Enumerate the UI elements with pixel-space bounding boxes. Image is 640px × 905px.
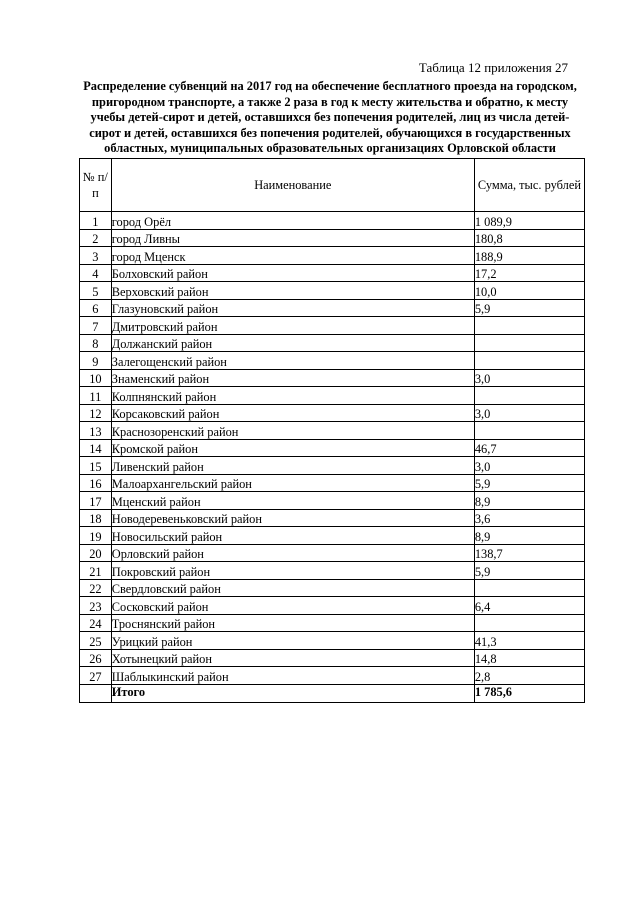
- row-name-cell: Хотынецкий район: [111, 649, 474, 667]
- table-row: [80, 597, 585, 615]
- table-row: [80, 492, 585, 510]
- row-name-cell: Краснозоренский район: [111, 422, 474, 440]
- row-name-cell: город Орёл: [111, 212, 474, 230]
- table-row: [80, 614, 585, 632]
- row-number-cell: 15: [80, 457, 112, 475]
- row-name-cell: Мценский район: [111, 492, 474, 510]
- table-row: [80, 247, 585, 265]
- row-sum-cell: 14,8: [474, 649, 584, 667]
- row-number-cell: 27: [80, 667, 112, 685]
- table-row: [80, 387, 585, 405]
- row-number-cell: 11: [80, 387, 112, 405]
- column-header-name: Наименование: [111, 159, 474, 212]
- table-row: [80, 352, 585, 370]
- table-header-row: [80, 159, 585, 212]
- row-sum-cell: 3,0: [474, 457, 584, 475]
- row-number-cell: 22: [80, 579, 112, 597]
- row-sum-cell: [474, 422, 584, 440]
- row-number-cell: 24: [80, 614, 112, 632]
- row-sum-cell: [474, 352, 584, 370]
- row-sum-cell: 5,9: [474, 562, 584, 580]
- row-sum-cell: 5,9: [474, 474, 584, 492]
- table-row: [80, 212, 585, 230]
- table-row: [80, 579, 585, 597]
- row-sum-cell: 1 089,9: [474, 212, 584, 230]
- row-sum-cell: 46,7: [474, 439, 584, 457]
- column-header-sum: Сумма, тыс. рублей: [474, 159, 584, 212]
- row-number-cell: 23: [80, 597, 112, 615]
- table-row: [80, 667, 585, 685]
- table-row: [80, 474, 585, 492]
- row-name-cell: Сосковский район: [111, 597, 474, 615]
- row-name-cell: Новодеревеньковский район: [111, 509, 474, 527]
- row-number-cell: 26: [80, 649, 112, 667]
- row-sum-cell: 3,0: [474, 404, 584, 422]
- table-row: [80, 457, 585, 475]
- row-number-cell: 20: [80, 544, 112, 562]
- row-name-cell: Дмитровский район: [111, 317, 474, 335]
- row-name-cell: Покровский район: [111, 562, 474, 580]
- row-name-cell: город Мценск: [111, 247, 474, 265]
- table-row: [80, 439, 585, 457]
- table-row: [80, 632, 585, 650]
- row-sum-cell: [474, 579, 584, 597]
- row-number-cell: 18: [80, 509, 112, 527]
- row-name-cell: Кромской район: [111, 439, 474, 457]
- row-name-cell: Залегощенский район: [111, 352, 474, 370]
- row-sum-cell: 6,4: [474, 597, 584, 615]
- table-row: [80, 317, 585, 335]
- row-name-cell: Должанский район: [111, 334, 474, 352]
- row-name-cell: Колпнянский район: [111, 387, 474, 405]
- row-number-cell: 19: [80, 527, 112, 545]
- table-row: [80, 527, 585, 545]
- row-sum-cell: [474, 614, 584, 632]
- table-reference: Таблица 12 приложения 27: [418, 60, 568, 75]
- subsidy-table: [79, 158, 585, 703]
- table-row: [80, 509, 585, 527]
- row-name-cell: город Ливны: [111, 229, 474, 247]
- row-number-cell: 8: [80, 334, 112, 352]
- row-name-cell: Глазуновский район: [111, 299, 474, 317]
- row-name-cell: Малоархангельский район: [111, 474, 474, 492]
- table-row: [80, 229, 585, 247]
- row-number-cell: 1: [80, 212, 112, 230]
- row-sum-cell: 5,9: [474, 299, 584, 317]
- total-label: Итого: [111, 684, 474, 702]
- row-sum-cell: [474, 334, 584, 352]
- row-number-cell: 7: [80, 317, 112, 335]
- row-number-cell: 21: [80, 562, 112, 580]
- row-number-cell: 2: [80, 229, 112, 247]
- row-name-cell: Верховский район: [111, 282, 474, 300]
- row-number-cell: 5: [80, 282, 112, 300]
- row-sum-cell: 180,8: [474, 229, 584, 247]
- row-number-cell: 9: [80, 352, 112, 370]
- row-name-cell: Болховский район: [111, 264, 474, 282]
- row-name-cell: Ливенский район: [111, 457, 474, 475]
- row-name-cell: Знаменский район: [111, 369, 474, 387]
- row-sum-cell: [474, 387, 584, 405]
- row-number-cell: 10: [80, 369, 112, 387]
- row-name-cell: Орловский район: [111, 544, 474, 562]
- row-number-cell: 12: [80, 404, 112, 422]
- table-row: [80, 264, 585, 282]
- table-row: [80, 562, 585, 580]
- row-sum-cell: 10,0: [474, 282, 584, 300]
- table-row: [80, 404, 585, 422]
- row-name-cell: Урицкий район: [111, 632, 474, 650]
- row-name-cell: Свердловский район: [111, 579, 474, 597]
- row-number-cell: 6: [80, 299, 112, 317]
- row-sum-cell: 3,6: [474, 509, 584, 527]
- row-sum-cell: 138,7: [474, 544, 584, 562]
- row-sum-cell: 188,9: [474, 247, 584, 265]
- table-row: [80, 422, 585, 440]
- total-row: [80, 684, 585, 702]
- table-row: [80, 282, 585, 300]
- table-row: [80, 544, 585, 562]
- total-sum: 1 785,6: [474, 684, 584, 702]
- table-row: [80, 299, 585, 317]
- row-sum-cell: 8,9: [474, 492, 584, 510]
- table-row: [80, 369, 585, 387]
- row-sum-cell: 17,2: [474, 264, 584, 282]
- row-name-cell: Новосильский район: [111, 527, 474, 545]
- row-sum-cell: 8,9: [474, 527, 584, 545]
- row-number-cell: 3: [80, 247, 112, 265]
- table-row: [80, 334, 585, 352]
- row-number-cell: 14: [80, 439, 112, 457]
- row-sum-cell: 2,8: [474, 667, 584, 685]
- column-header-number: № п/п: [80, 159, 112, 212]
- row-name-cell: Корсаковский район: [111, 404, 474, 422]
- row-name-cell: Троснянский район: [111, 614, 474, 632]
- row-number-cell: 17: [80, 492, 112, 510]
- table-row: [80, 649, 585, 667]
- row-sum-cell: [474, 317, 584, 335]
- row-sum-cell: 3,0: [474, 369, 584, 387]
- row-number-cell: 16: [80, 474, 112, 492]
- row-sum-cell: 41,3: [474, 632, 584, 650]
- total-number-cell: [80, 684, 112, 702]
- document-title: Распределение субвенций на 2017 год на обеспечение бесплатного проезда на городском, пригородном транспорте, а также 2 раза в год к месту жительства и обратно, к месту учебы детей-сирот и детей, оставшихся без попечения родителей, лиц из числа детей-сирот и детей, оставшихся без попечения родителей, обучающихся в государственных областных, муниципальных образовательных организациях Орловской области: [83, 79, 577, 155]
- row-number-cell: 25: [80, 632, 112, 650]
- row-name-cell: Шаблыкинский район: [111, 667, 474, 685]
- row-number-cell: 13: [80, 422, 112, 440]
- row-number-cell: 4: [80, 264, 112, 282]
